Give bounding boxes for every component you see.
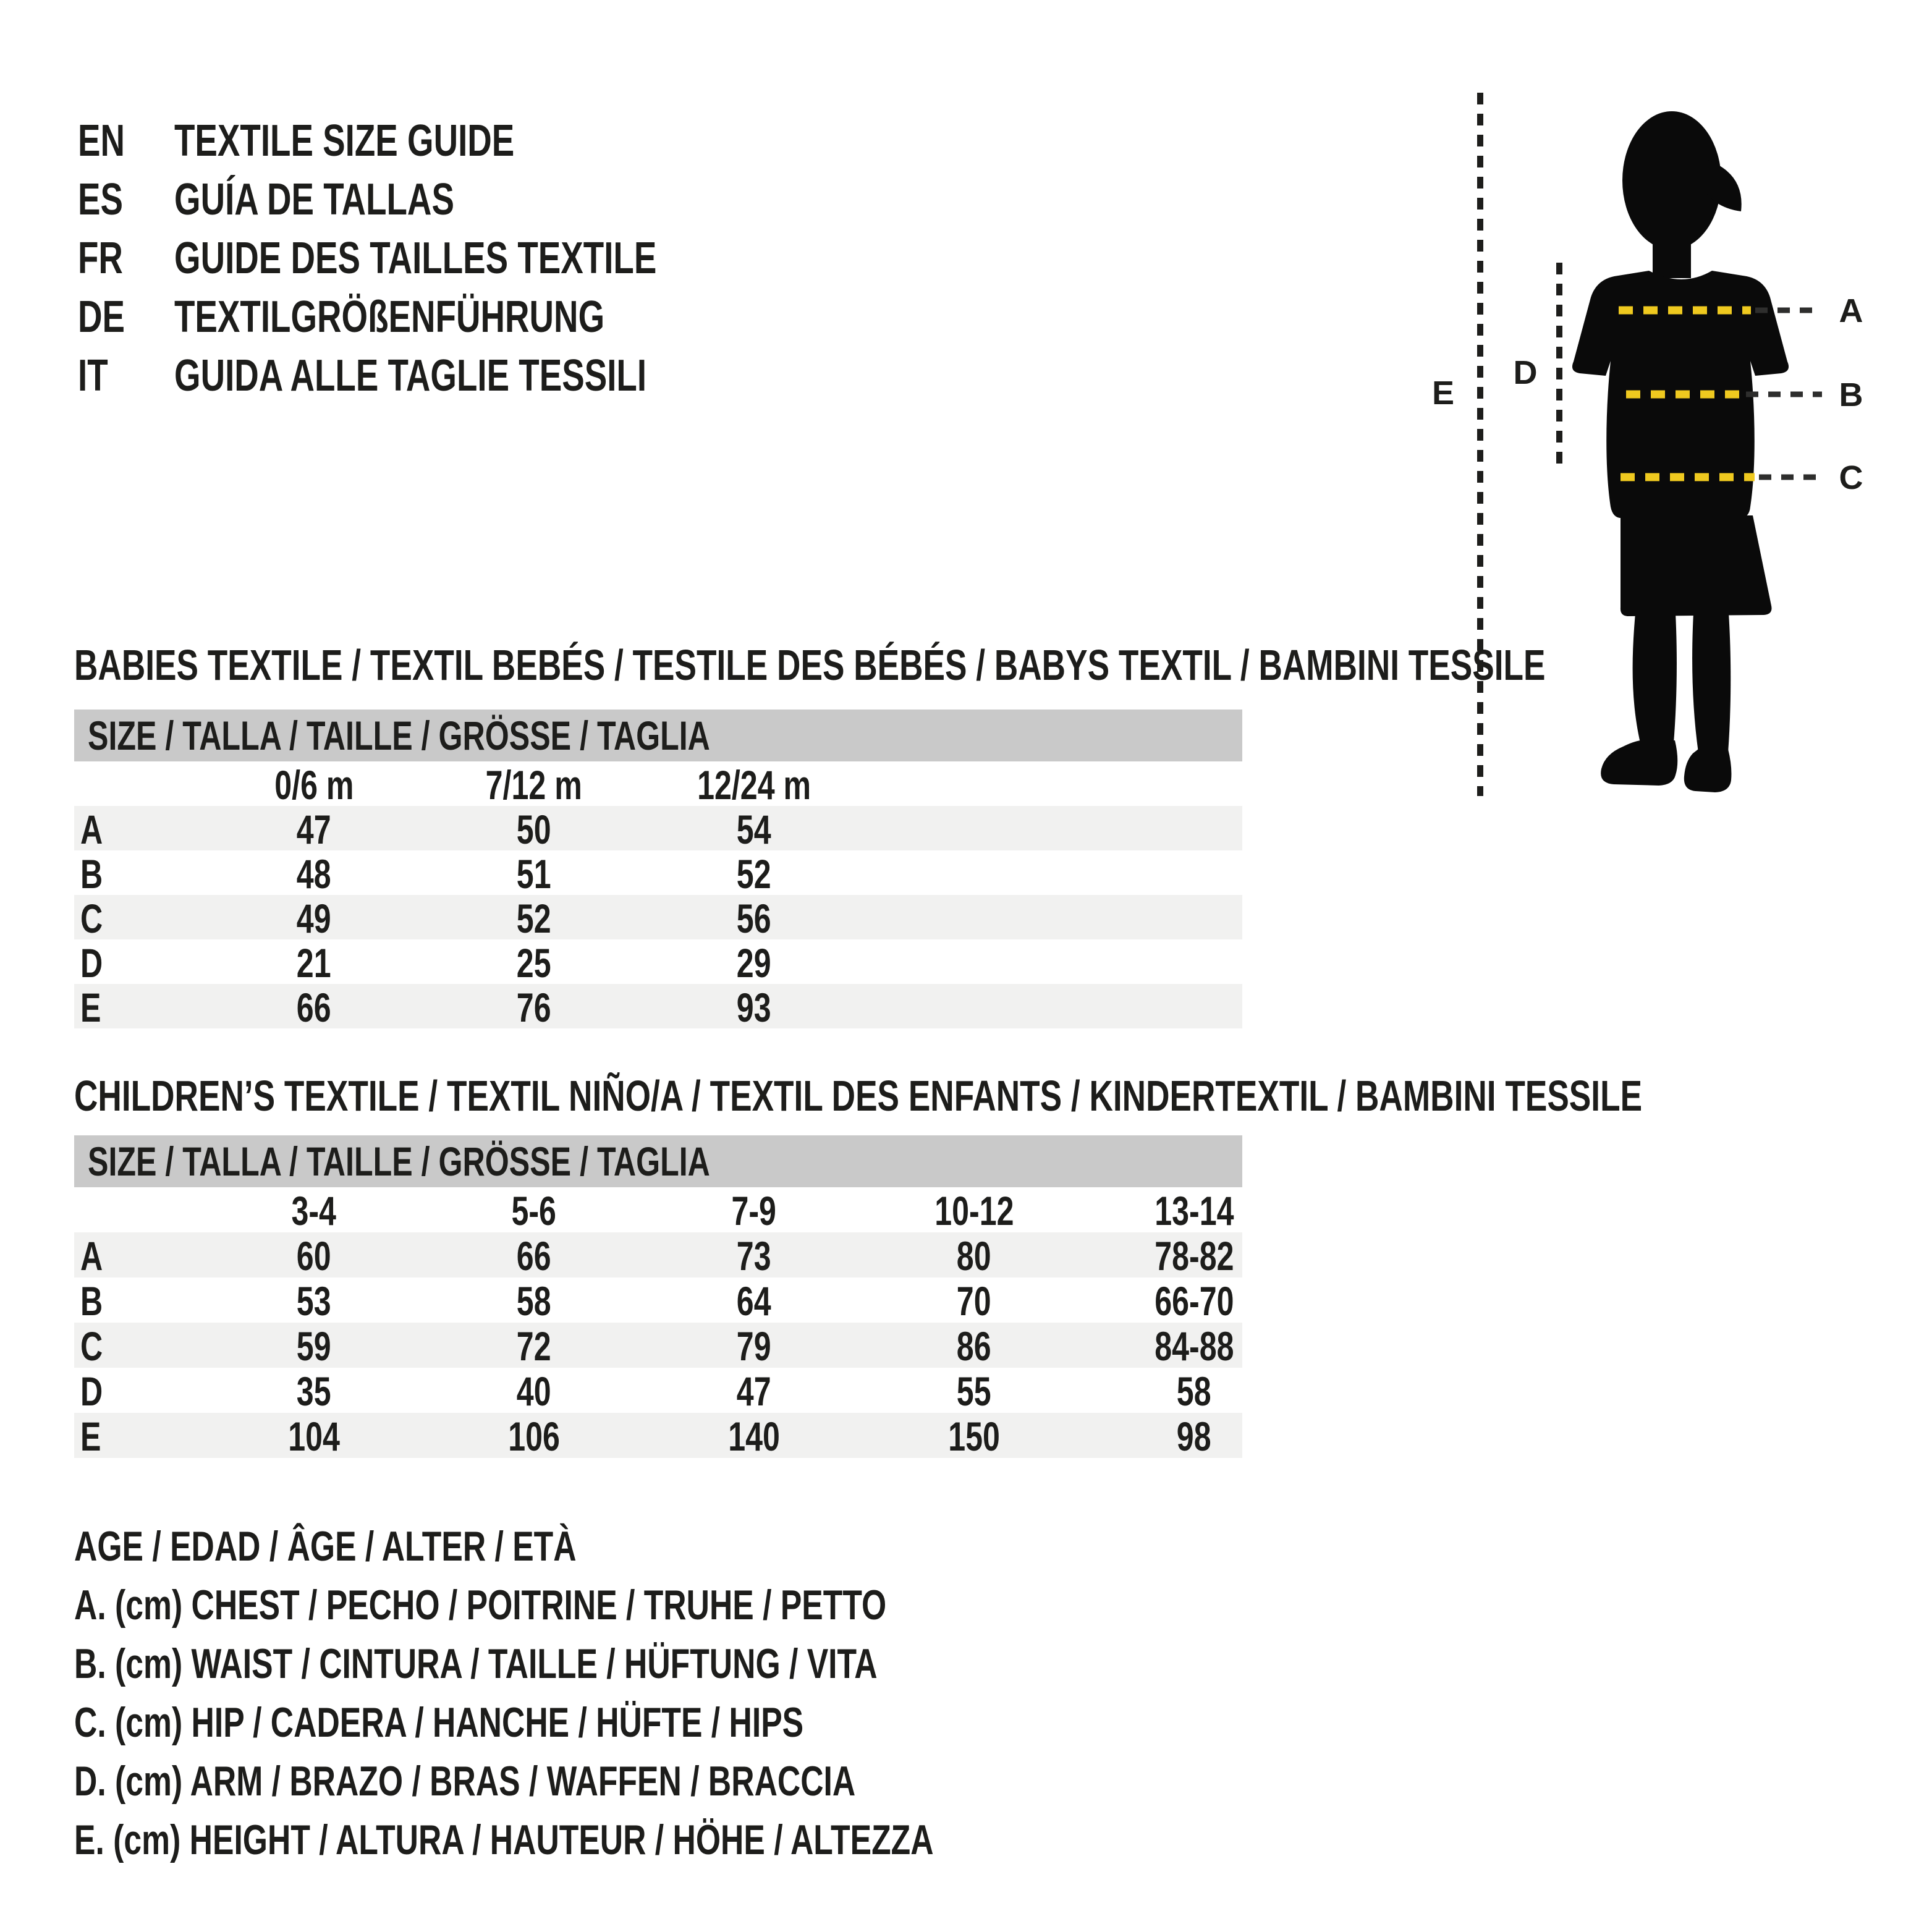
table-row: E 104 106 140 150 98 bbox=[74, 1413, 1242, 1458]
row-label: D bbox=[80, 940, 103, 986]
row-label: C bbox=[80, 1323, 103, 1369]
language-row-it bbox=[78, 346, 795, 405]
language-code-fr: FR bbox=[78, 234, 123, 283]
language-row-fr bbox=[78, 229, 809, 288]
language-row-es bbox=[78, 170, 543, 229]
language-row-de bbox=[78, 287, 740, 347]
legend-height: E. (cm) HEIGHT / ALTURA / HAUTEUR / HÖHE / ALTEZZA bbox=[74, 1816, 934, 1863]
table-row: B 48 51 52 bbox=[80, 851, 771, 897]
measurement-figure bbox=[1409, 87, 1932, 803]
marker-label-b: B bbox=[1839, 376, 1863, 413]
legend-age: AGE / EDAD / ÂGE / ALTER / ETÀ bbox=[74, 1523, 577, 1570]
table-row: E 66 76 93 bbox=[74, 984, 1242, 1028]
row-label: B bbox=[80, 1278, 103, 1324]
table-row: A 60 66 73 80 78-82 bbox=[74, 1232, 1242, 1277]
language-title-en: TEXTILE SIZE GUIDE bbox=[174, 116, 515, 166]
babies-col-1: 7/12 m bbox=[485, 762, 583, 808]
language-title-it: GUIDA ALLE TAGLIE TESSILI bbox=[174, 351, 647, 400]
children-size-table bbox=[74, 1135, 1242, 1458]
marker-label-d: D bbox=[1513, 354, 1538, 391]
row-label: D bbox=[80, 1368, 103, 1414]
language-title-fr: GUIDE DES TAILLES TEXTILE bbox=[174, 234, 657, 283]
table-row: D 21 25 29 bbox=[80, 940, 771, 986]
children-column-header-row bbox=[74, 1187, 1242, 1232]
marker-label-e: E bbox=[1431, 375, 1455, 412]
babies-col-2: 12/24 m bbox=[697, 762, 811, 808]
marker-label-a: A bbox=[1839, 292, 1863, 329]
row-label: E bbox=[80, 985, 101, 1030]
children-col-4: 13-14 bbox=[1154, 1188, 1234, 1234]
language-code-es: ES bbox=[78, 175, 123, 224]
language-row-en bbox=[78, 111, 622, 171]
table-row: C 59 72 79 86 84-88 bbox=[74, 1323, 1242, 1368]
children-col-3: 10-12 bbox=[934, 1188, 1014, 1234]
marker-label-c: C bbox=[1839, 459, 1863, 496]
babies-section-title: BABIES TEXTILE / TEXTIL BEBÉS / TESTILE DES BÉBÉS / BABYS TEXTIL / BAMBINI TESSILE bbox=[74, 641, 1546, 689]
babies-size-table bbox=[74, 710, 1242, 1028]
children-section-title: CHILDREN’S TEXTILE / TEXTIL NIÑO/A / TEXTIL DES ENFANTS / KINDERTEXTIL / BAMBINI TESSILE bbox=[74, 1072, 1643, 1120]
children-col-1: 5-6 bbox=[511, 1188, 557, 1234]
language-title-es: GUÍA DE TALLAS bbox=[174, 175, 454, 224]
babies-column-header-row bbox=[74, 761, 1242, 806]
row-label: E bbox=[80, 1413, 101, 1459]
legend-hip: C. (cm) HIP / CADERA / HANCHE / HÜFTE / HIPS bbox=[74, 1699, 804, 1746]
row-label: A bbox=[80, 807, 103, 852]
language-code-en: EN bbox=[78, 116, 125, 166]
children-col-0: 3-4 bbox=[291, 1188, 337, 1234]
legend-chest: A. (cm) CHEST / PECHO / POITRINE / TRUHE / PETTO bbox=[74, 1582, 887, 1629]
legend-arm: D. (cm) ARM / BRAZO / BRAS / WAFFEN / BRACCIA bbox=[74, 1758, 856, 1805]
legend-waist: B. (cm) WAIST / CINTURA / TAILLE / HÜFTUNG / VITA bbox=[74, 1640, 878, 1687]
language-title-de: TEXTILGRÖßENFÜHRUNG bbox=[174, 292, 605, 342]
table-row: C 49 52 56 bbox=[74, 895, 1242, 939]
row-label: A bbox=[80, 1233, 103, 1279]
babies-col-0: 0/6 m bbox=[274, 762, 354, 808]
table-row: D 35 40 47 55 58 bbox=[80, 1368, 1211, 1414]
child-silhouette-icon bbox=[1572, 111, 1789, 792]
children-col-2: 7-9 bbox=[731, 1188, 777, 1234]
children-size-header-bar: SIZE / TALLA / TAILLE / GRÖSSE / TAGLIA bbox=[74, 1135, 1242, 1187]
language-code-it: IT bbox=[78, 351, 108, 400]
babies-size-header-bar: SIZE / TALLA / TAILLE / GRÖSSE / TAGLIA bbox=[74, 710, 1242, 761]
row-label: C bbox=[80, 896, 103, 941]
table-row: A 47 50 54 bbox=[74, 806, 1242, 850]
language-code-de: DE bbox=[78, 292, 125, 342]
row-label: B bbox=[80, 851, 103, 897]
table-row: B 53 58 64 70 66-70 bbox=[80, 1278, 1234, 1324]
